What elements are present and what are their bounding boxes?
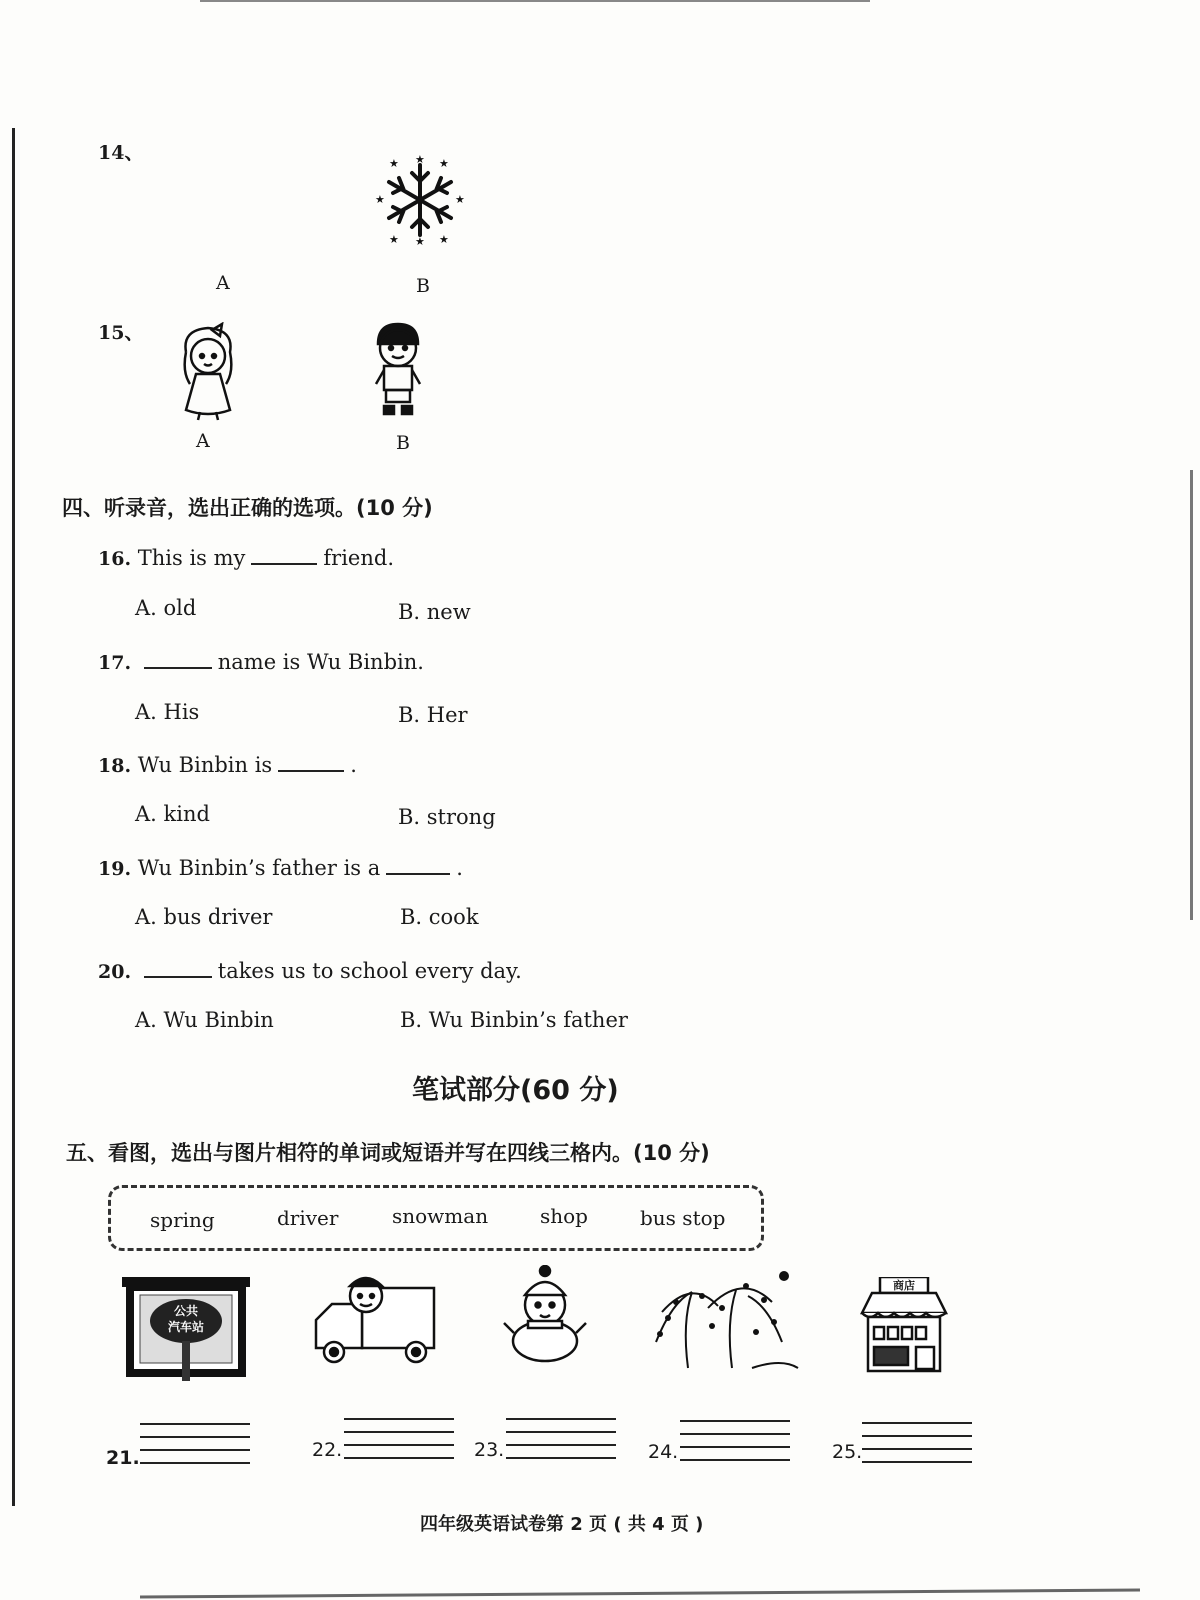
q19-option-a: A. bus driver <box>135 905 273 929</box>
q15-option-a: A <box>196 430 210 452</box>
answer-24-number: 24. <box>648 1441 679 1463</box>
snowflake-icon <box>375 155 465 245</box>
written-part-title: 笔试部分(60 分) <box>412 1075 619 1106</box>
q17-question <box>98 647 424 674</box>
q17-option-b: B. Her <box>398 703 468 727</box>
q16-option-a: A. old <box>135 596 197 620</box>
q18-question <box>98 750 357 777</box>
svg-text:★: ★ <box>415 235 425 245</box>
answer-21-number: 21. <box>106 1447 140 1469</box>
driver-picture <box>312 1270 438 1370</box>
answer-23-number: 23. <box>474 1439 505 1461</box>
q20-text-after: takes us to school every day. <box>217 959 522 983</box>
q18-text-after: . <box>350 753 357 777</box>
answer-21-lines[interactable] <box>140 1423 250 1475</box>
q16-option-b: B. new <box>398 600 471 624</box>
section-4-title: 四、听录音，选出正确的选项。(10 分) <box>62 496 433 520</box>
q18-option-a: A. kind <box>135 802 210 826</box>
q15-number: 15、 <box>98 322 144 344</box>
bus-stop-picture <box>120 1275 252 1383</box>
svg-text:★: ★ <box>439 157 449 170</box>
q19-question <box>98 853 463 880</box>
q20-question <box>98 956 522 983</box>
bus-stop-sign-line2: 汽车站 <box>167 1320 205 1334</box>
right-edge-line <box>1190 470 1193 920</box>
margin-line <box>12 128 15 1506</box>
q18-number: 18. <box>98 755 132 777</box>
q14-option-b: B <box>416 275 430 297</box>
word-bank-item: bus stop <box>640 1206 726 1230</box>
svg-text:★: ★ <box>455 193 465 206</box>
q19-blank <box>386 853 450 875</box>
q14-number: 14、 <box>98 142 144 164</box>
answer-24-lines[interactable] <box>680 1420 790 1472</box>
q18-blank <box>278 750 344 772</box>
page-footer: 四年级英语试卷第 2 页 ( 共 4 页 ) <box>420 1514 704 1535</box>
q19-option-b: B. cook <box>400 905 479 929</box>
shop-sign-text: 商店 <box>893 1279 915 1292</box>
q16-text-before: This is my <box>137 546 246 570</box>
word-bank-item: shop <box>540 1204 588 1228</box>
q17-number: 17. <box>98 652 132 674</box>
top-rule <box>200 0 870 2</box>
q14-option-a: A <box>216 272 230 294</box>
q19-text-after: . <box>456 856 463 880</box>
svg-text:★: ★ <box>389 233 399 245</box>
shop-picture <box>858 1277 950 1373</box>
q16-number: 16. <box>98 548 132 570</box>
section-5-title: 五、看图，选出与图片相符的单词或短语并写在四线三格内。(10 分) <box>66 1141 710 1165</box>
boy-picture <box>370 322 426 418</box>
answer-22-lines[interactable] <box>344 1418 454 1470</box>
q17-option-a: A. His <box>135 700 200 724</box>
word-bank-item: driver <box>277 1206 339 1230</box>
q16-question <box>98 543 394 570</box>
q17-text-after: name is Wu Binbin. <box>217 650 424 674</box>
q16-text-after: friend. <box>323 546 395 570</box>
q18-option-b: B. strong <box>398 805 496 829</box>
q20-number: 20. <box>98 961 132 983</box>
svg-text:★: ★ <box>439 233 449 245</box>
bus-stop-sign-line1: 公共 <box>173 1304 199 1318</box>
q19-number: 19. <box>98 858 132 880</box>
q17-blank <box>144 647 212 669</box>
svg-text:★: ★ <box>375 193 385 206</box>
bottom-rule <box>140 1589 1140 1599</box>
spring-picture <box>652 1262 802 1372</box>
svg-text:★: ★ <box>415 155 425 166</box>
q18-text-before: Wu Binbin is <box>137 753 273 777</box>
svg-text:★: ★ <box>389 157 399 170</box>
q19-text-before: Wu Binbin’s father is a <box>137 856 381 880</box>
answer-25-number: 25. <box>832 1441 863 1463</box>
q15-option-b: B <box>396 432 410 454</box>
answer-23-lines[interactable] <box>506 1418 616 1470</box>
answer-22-number: 22. <box>312 1439 343 1461</box>
q20-option-a: A. Wu Binbin <box>135 1008 274 1032</box>
snowman-picture <box>500 1265 590 1365</box>
answer-25-lines[interactable] <box>862 1422 972 1474</box>
q16-blank <box>251 543 317 565</box>
word-bank-item: snowman <box>392 1204 489 1228</box>
girl-picture <box>168 322 248 422</box>
q20-blank <box>144 956 212 978</box>
q20-option-b: B. Wu Binbin’s father <box>400 1008 628 1032</box>
word-bank-item: spring <box>150 1208 215 1232</box>
